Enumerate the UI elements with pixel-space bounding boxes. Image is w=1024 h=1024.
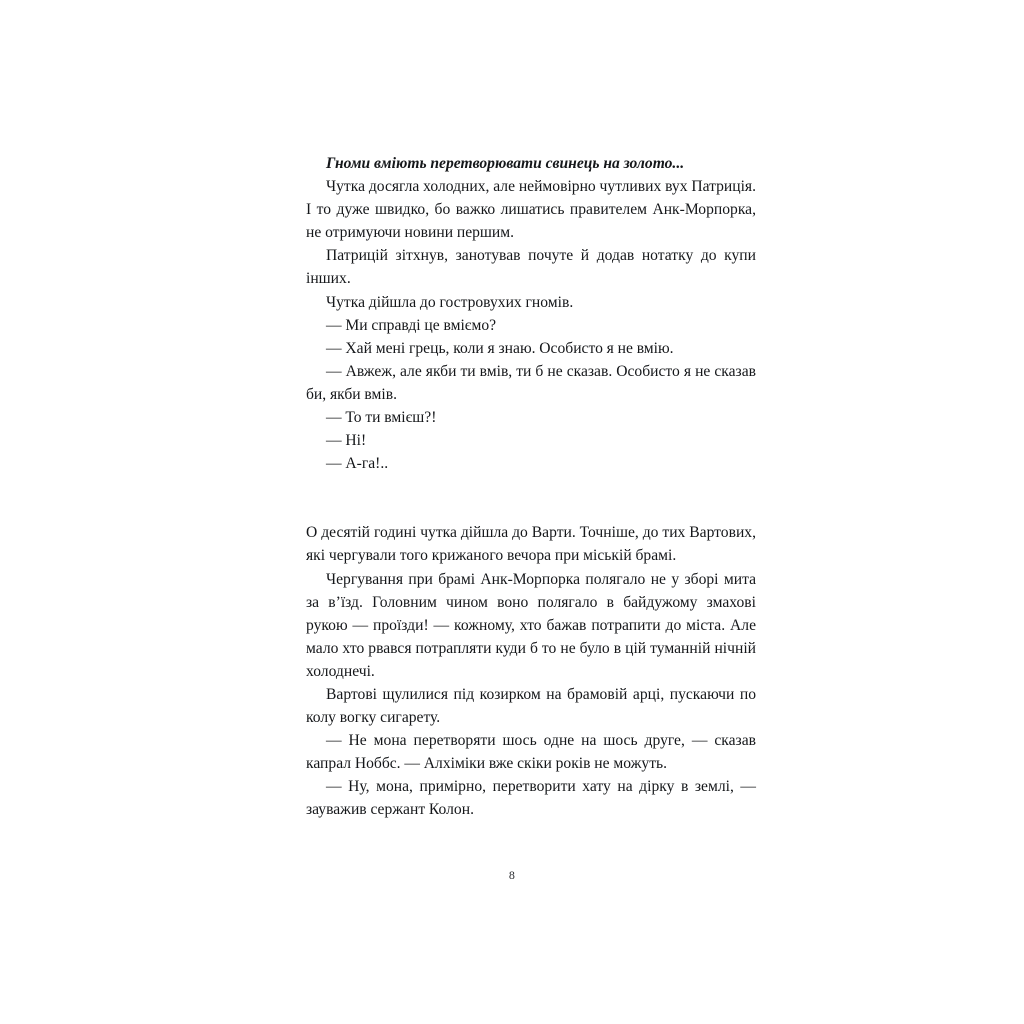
body-text-column <box>306 152 756 822</box>
scene-break <box>306 475 756 521</box>
dialogue-line: — Не мона перетворяти шось одне на шось друге, — сказав капрал Ноббс. — Алхіміки вже скіки років не можуть. <box>306 732 756 773</box>
dialogue-line: — Хай мені грець, коли я знаю. Особисто я не вмію. <box>326 339 674 357</box>
dialogue-line: — Авжеж, але якби ти вмів, ти б не сказав. Особисто я не сказав би, якби вмів. <box>306 362 756 403</box>
dialogue-line: — Ну, мона, примірно, перетворити хату на дірку в землі, — зауважив сержант Колон. <box>306 778 756 819</box>
dialogue-line: — А-га!.. <box>326 455 389 473</box>
paragraph: Вартові щулилися під козирком на брамовій арці, пускаючи по колу вогку сигарету. <box>306 685 756 727</box>
paragraph: О десятій годині чутка дійшла до Варти. Точніше, до тих Вартових, які чергували того крижаного вечора при міській брамі. <box>306 524 756 565</box>
scene-rumor-among-dwarfs <box>306 152 756 475</box>
paragraph: Чутка дійшла до гостровухих гномів. <box>326 293 574 311</box>
paragraph: Чергування при брамі Анк-Морпорка полягало не у зборі мита за в’їзд. Головним чином воно полягало в байдужому змахові рукою — проїзди! — кожному, хто бажав потрапити до міста. Але мало хто рвався потрапляти куди б то не було в цій туманній нічній холоднечі. <box>306 570 756 680</box>
epigraph-line: Гноми вміють перетворювати свинець на золото... <box>326 155 685 172</box>
dialogue-line: — То ти вмієш?! <box>326 409 437 427</box>
page-number: 8 <box>508 868 516 882</box>
paragraph: Патрицій зітхнув, занотував почуте й додав нотатку до купи інших. <box>306 247 756 288</box>
scene-watch-at-the-gate <box>306 521 756 821</box>
dialogue-line: — Ні! <box>326 432 367 450</box>
dialogue-line: — Ми справді це вміємо? <box>326 316 497 334</box>
paragraph: Чутка досягла холодних, але неймовірно чутливих вух Патриція. І то дуже швидко, бо важко лишатись правителем Анк-Морпорка, не отримуючи новини першим. <box>306 178 756 242</box>
